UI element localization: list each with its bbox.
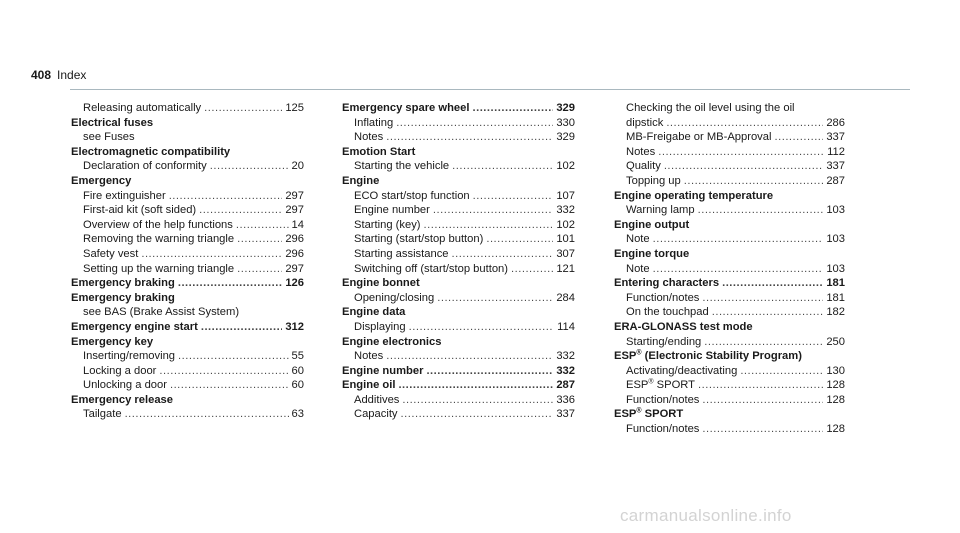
page-ref: 286 (826, 116, 845, 129)
entry-text (354, 291, 434, 306)
entry-text (626, 262, 650, 277)
entry-label: Topping up (626, 174, 681, 187)
entry-text (626, 393, 699, 408)
page-ref: 332 (556, 204, 575, 217)
index-subentry[interactable] (342, 320, 575, 335)
index-subentry[interactable] (71, 218, 304, 233)
page-ref: 103 (826, 204, 845, 217)
index-heading[interactable] (614, 276, 845, 291)
entry-text (83, 247, 138, 262)
page-ref: 332 (556, 350, 575, 363)
entry-label: ECO start/stop function (354, 189, 470, 202)
entry-text (354, 218, 421, 233)
entry-label: Emergency release (71, 393, 173, 406)
entry-label: Electromagnetic compatibility (71, 145, 231, 158)
entry-text (83, 189, 166, 204)
page-ref: 297 (285, 262, 304, 275)
page-ref: 297 (285, 204, 304, 217)
page-ref: 329 (556, 102, 575, 114)
dot-leader (125, 407, 289, 422)
entry-label: Opening/closing (354, 291, 435, 304)
index-heading[interactable] (71, 276, 304, 291)
index-heading[interactable] (71, 145, 304, 160)
page-ref: 296 (285, 247, 304, 260)
index-heading[interactable] (614, 349, 845, 364)
entry-text (626, 291, 699, 306)
registered-mark: ® (636, 349, 642, 357)
entry-label: Engine bonnet (342, 277, 420, 290)
index-subentry[interactable] (71, 349, 304, 364)
entry-label: Additives (354, 393, 400, 406)
page-ref: 55 (291, 350, 304, 363)
dot-leader (178, 349, 289, 364)
index-subentry[interactable] (71, 130, 304, 145)
entry-label: Note (626, 262, 650, 275)
dot-leader (702, 291, 823, 306)
index-heading[interactable] (71, 116, 304, 131)
dot-leader (704, 335, 823, 350)
entry-text (354, 393, 399, 408)
watermark: carmanualsonline.info (620, 506, 792, 525)
entry-label: Emergency braking (71, 277, 175, 290)
dot-leader (658, 145, 824, 160)
entry-text (354, 262, 508, 277)
entry-label: Emergency braking (71, 291, 175, 304)
dot-leader (473, 189, 554, 204)
index-subentry[interactable] (614, 364, 845, 379)
dot-leader (426, 364, 553, 379)
entry-label: Starting the vehicle (354, 160, 450, 173)
dot-leader (199, 203, 282, 218)
page-ref: 329 (556, 131, 575, 144)
dot-leader (437, 291, 553, 306)
page-ref: 126 (285, 277, 304, 290)
entry-label: Function/notes (626, 393, 700, 406)
dot-leader (159, 364, 288, 379)
index-subentry[interactable] (71, 378, 304, 393)
page-ref: 337 (556, 408, 575, 421)
index-subentry[interactable] (614, 291, 845, 306)
entry-label: Safety vest (83, 247, 139, 260)
entry-text (626, 130, 772, 145)
index-subentry[interactable] (342, 218, 575, 233)
entry-text (626, 174, 681, 189)
dot-leader (237, 262, 282, 277)
index-subentry[interactable] (614, 130, 845, 145)
dot-leader (775, 130, 824, 145)
index-subentry[interactable] (614, 145, 845, 160)
dot-leader (511, 262, 553, 277)
entry-label-tail: SPORT (653, 379, 696, 392)
index-subentry[interactable] (71, 189, 304, 204)
entry-label: ESP (626, 379, 649, 392)
page-ref: 181 (826, 291, 845, 304)
entry-label: Emergency key (71, 335, 154, 348)
index-subentry[interactable] (614, 174, 845, 189)
dot-leader (141, 247, 282, 262)
page-ref: 60 (291, 364, 304, 377)
page-ref: 337 (826, 160, 845, 173)
page-ref: 336 (556, 393, 575, 406)
dot-leader (386, 349, 553, 364)
dot-leader (398, 378, 553, 393)
page-ref: 130 (826, 364, 845, 377)
entry-text (83, 203, 196, 218)
entry-label: Engine (342, 174, 380, 187)
page-header (31, 68, 86, 82)
dot-leader (472, 101, 553, 116)
page-ref: 121 (556, 262, 575, 275)
index-subentry[interactable] (71, 407, 304, 422)
index-subentry[interactable] (614, 305, 845, 320)
index-subentry[interactable] (71, 232, 304, 247)
index-subentry[interactable] (342, 262, 575, 277)
entry-label: Starting/ending (626, 335, 702, 348)
page-ref: 128 (826, 423, 845, 436)
index-subentry[interactable] (342, 159, 575, 174)
dot-leader (237, 232, 282, 247)
section-title: Index (57, 68, 87, 82)
page-ref: 125 (285, 102, 304, 114)
dot-leader (698, 378, 823, 393)
index-subentry[interactable] (342, 291, 575, 306)
page-ref: 296 (285, 233, 304, 246)
index-subentry[interactable] (71, 262, 304, 277)
index-heading[interactable] (342, 305, 575, 320)
dot-leader (452, 159, 553, 174)
page-ref: 63 (291, 408, 304, 421)
entry-text (354, 116, 393, 131)
index-subentry[interactable] (71, 247, 304, 262)
entry-text (626, 378, 695, 393)
entry-text (626, 364, 737, 379)
index-heading[interactable] (342, 276, 575, 291)
page-ref: 60 (291, 379, 304, 392)
entry-text (354, 159, 449, 174)
dot-leader (236, 218, 289, 233)
index-heading[interactable] (342, 145, 575, 160)
page-ref: 330 (556, 116, 575, 129)
dot-leader (702, 422, 823, 437)
index-subentry[interactable] (614, 101, 845, 116)
entry-label: ESP (614, 350, 637, 363)
entry-label: Function/notes (626, 291, 700, 304)
page-ref: 114 (557, 320, 575, 333)
index-subentry[interactable] (614, 393, 845, 408)
page-ref: 103 (826, 262, 845, 275)
index-heading[interactable] (342, 364, 575, 379)
dot-leader (386, 130, 553, 145)
page-ref: 20 (291, 160, 304, 173)
dot-leader (722, 276, 823, 291)
index-column-3 (614, 101, 845, 437)
dot-leader (653, 262, 824, 277)
entry-label: Unlocking a door (83, 379, 167, 392)
entry-label: Notes (626, 145, 656, 158)
header-rule (70, 89, 910, 90)
index-subentry[interactable] (71, 159, 304, 174)
entry-text (354, 203, 430, 218)
entry-label: Starting (key) (354, 218, 421, 231)
index-subentry[interactable] (614, 378, 845, 393)
page-ref: 297 (285, 189, 304, 202)
entry-label: Engine torque (614, 247, 690, 260)
index-heading[interactable] (614, 407, 845, 422)
entry-text (354, 407, 398, 422)
index-heading[interactable] (71, 291, 304, 306)
entry-label: see BAS (Brake Assist System) (83, 306, 240, 319)
entry-label: ERA-GLONASS test mode (614, 320, 753, 333)
entry-text (354, 320, 406, 335)
entry-label: Tailgate (83, 408, 122, 421)
dot-leader (712, 305, 824, 320)
entry-text (626, 305, 709, 320)
entry-text (614, 276, 719, 291)
dot-leader (698, 203, 824, 218)
entry-text (342, 101, 469, 116)
entry-label: Starting assistance (354, 247, 449, 260)
entry-text (626, 335, 701, 350)
entry-text (83, 101, 201, 116)
dot-leader (664, 159, 824, 174)
entry-label: Capacity (354, 408, 398, 421)
dot-leader (201, 320, 282, 335)
entry-label: Warning lamp (626, 204, 695, 217)
entry-text (83, 364, 156, 379)
page-number: 408 (31, 68, 52, 82)
entry-label: Entering characters (614, 277, 720, 290)
index-subentry[interactable] (614, 232, 845, 247)
dot-leader (740, 364, 823, 379)
entry-text (83, 378, 167, 393)
entry-label: Starting (start/stop button) (354, 233, 484, 246)
index-subentry[interactable] (614, 203, 845, 218)
entry-label: Removing the warning triangle (83, 233, 235, 246)
entry-text (83, 232, 234, 247)
index-heading[interactable] (342, 378, 575, 393)
registered-mark: ® (648, 378, 654, 386)
entry-label: dipstick (626, 116, 664, 129)
index-subentry[interactable] (71, 305, 304, 320)
entry-label: Emergency engine start (71, 320, 198, 333)
dot-leader (402, 393, 553, 408)
dot-leader (424, 218, 554, 233)
entry-label: Engine electronics (342, 335, 442, 348)
entry-label: MB-Freigabe or MB-Approval (626, 131, 772, 144)
page-ref: 128 (826, 379, 845, 392)
entry-text (354, 189, 470, 204)
dot-leader (486, 232, 553, 247)
entry-label: Engine output (614, 218, 690, 231)
entry-label: Checking the oil level using the oil (626, 102, 795, 114)
entry-label: see Fuses (83, 131, 135, 144)
index-heading[interactable] (71, 335, 304, 350)
dot-leader (396, 116, 553, 131)
dot-leader (401, 407, 554, 422)
dot-leader (702, 393, 823, 408)
entry-label: First-aid kit (soft sided) (83, 204, 197, 217)
index-column-2 (342, 101, 575, 422)
index-heading[interactable] (614, 189, 845, 204)
entry-label: Function/notes (626, 423, 700, 436)
entry-label: Electrical fuses (71, 116, 154, 129)
index-heading[interactable] (614, 218, 845, 233)
dot-leader (653, 232, 824, 247)
dot-leader (684, 174, 824, 189)
index-subentry[interactable] (614, 159, 845, 174)
entry-label: Displaying (354, 320, 406, 333)
index-subentry[interactable] (342, 232, 575, 247)
entry-text (342, 364, 423, 379)
entry-label: Notes (354, 350, 384, 363)
entry-label: Engine data (342, 306, 406, 319)
page-ref: 250 (826, 335, 845, 348)
entry-text (626, 145, 655, 160)
entry-text (71, 276, 175, 291)
index-subentry[interactable] (614, 335, 845, 350)
page-ref: 307 (556, 247, 575, 260)
index-heading[interactable] (614, 320, 845, 335)
entry-text (83, 218, 233, 233)
entry-label: Switching off (start/stop button) (354, 262, 509, 275)
page-ref: 332 (556, 364, 575, 377)
entry-label: Engine oil (342, 379, 396, 392)
page-ref: 103 (826, 233, 845, 246)
index-subentry[interactable] (614, 262, 845, 277)
page-ref: 312 (285, 320, 304, 333)
entry-text (354, 349, 383, 364)
page-ref: 102 (556, 218, 575, 231)
entry-text (626, 159, 661, 174)
page-ref: 112 (827, 145, 845, 158)
entry-text (354, 130, 383, 145)
dot-leader (666, 116, 823, 131)
dot-leader (409, 320, 555, 335)
index-subentry[interactable] (71, 364, 304, 379)
entry-label: Engine operating temperature (614, 189, 774, 202)
registered-mark: ® (636, 407, 642, 415)
index-subentry[interactable] (614, 422, 845, 437)
entry-label: Note (626, 233, 650, 246)
dot-leader (170, 378, 289, 393)
entry-label: Emergency (71, 174, 132, 187)
entry-label: Overview of the help functions (83, 218, 233, 231)
entry-text (83, 262, 234, 277)
entry-label: Setting up the warning triangle (83, 262, 235, 275)
index-heading[interactable] (614, 247, 845, 262)
entry-label: Inserting/removing (83, 350, 176, 363)
page-ref: 102 (556, 160, 575, 173)
index-heading[interactable] (342, 174, 575, 189)
entry-text (626, 203, 695, 218)
index-subentry[interactable] (342, 407, 575, 422)
page-ref: 284 (556, 291, 575, 304)
index-subentry[interactable] (614, 116, 845, 131)
entry-text (354, 232, 483, 247)
entry-label: Quality (626, 160, 661, 173)
dot-leader (452, 247, 554, 262)
entry-text (83, 159, 207, 174)
page-ref: 128 (826, 393, 845, 406)
entry-label: Declaration of conformity (83, 160, 207, 173)
entry-text (626, 116, 663, 131)
index-subentry[interactable] (342, 349, 575, 364)
entry-label: ESP (614, 408, 637, 421)
page-ref: 107 (556, 189, 575, 202)
entry-label: Inflating (354, 116, 394, 129)
dot-leader (178, 276, 282, 291)
dot-leader (204, 101, 282, 116)
entry-label: Fire extinguisher (83, 189, 166, 202)
entry-label-tail: SPORT (641, 408, 684, 421)
index-subentry[interactable] (342, 116, 575, 131)
entry-label: Activating/deactivating (626, 364, 738, 377)
entry-text (626, 422, 699, 437)
index-subentry[interactable] (342, 247, 575, 262)
page-ref: 101 (556, 233, 575, 246)
index-subentry[interactable] (71, 203, 304, 218)
index-heading[interactable] (71, 320, 304, 335)
entry-label: On the touchpad (626, 306, 709, 319)
index-subentry[interactable] (342, 130, 575, 145)
entry-text (342, 378, 395, 393)
dot-leader (169, 189, 283, 204)
index-heading[interactable] (71, 174, 304, 189)
entry-label: Releasing automatically (83, 102, 202, 114)
entry-label: Notes (354, 131, 384, 144)
entry-text (71, 320, 198, 335)
entry-label: Emotion Start (342, 145, 416, 158)
entry-label: Emergency spare wheel (342, 102, 470, 114)
page-ref: 287 (826, 174, 845, 187)
entry-label: Engine number (342, 364, 424, 377)
index-heading[interactable] (342, 335, 575, 350)
index-heading[interactable] (342, 101, 575, 116)
dot-leader (210, 159, 289, 174)
page-ref: 181 (826, 277, 845, 290)
entry-text (626, 232, 650, 247)
entry-text (83, 407, 122, 422)
index-subentry[interactable] (342, 203, 575, 218)
dot-leader (433, 203, 553, 218)
index-subentry[interactable] (71, 101, 304, 116)
index-column-1 (71, 101, 304, 422)
page-ref: 287 (556, 379, 575, 392)
entry-text (83, 349, 175, 364)
entry-text (354, 247, 449, 262)
page-ref: 182 (826, 306, 845, 319)
entry-label: Locking a door (83, 364, 157, 377)
entry-label-tail: (Electronic Stability Program) (641, 350, 802, 363)
index-subentry[interactable] (342, 189, 575, 204)
page-ref: 14 (291, 218, 304, 231)
index-heading[interactable] (71, 393, 304, 408)
index-subentry[interactable] (342, 393, 575, 408)
page-ref: 337 (826, 131, 845, 144)
entry-label: Engine number (354, 204, 430, 217)
